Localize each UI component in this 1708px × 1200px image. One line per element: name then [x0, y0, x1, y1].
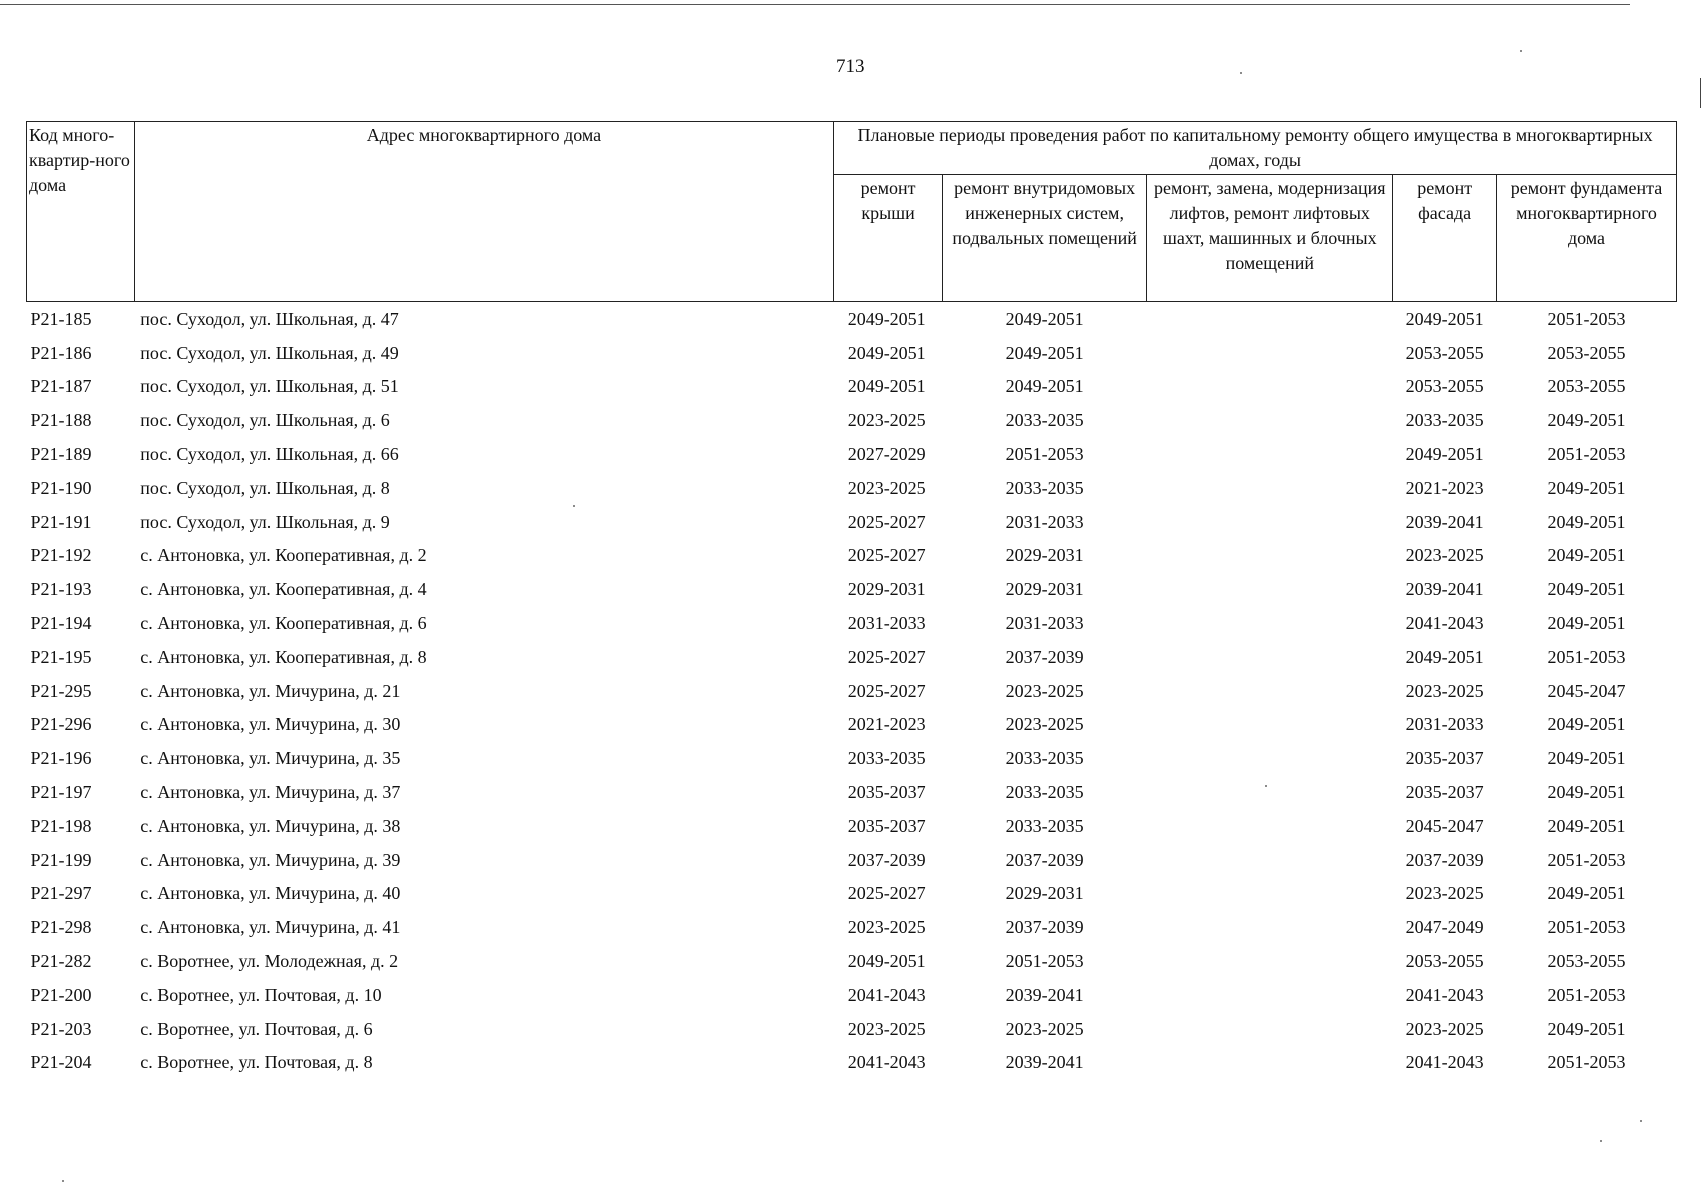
- cell-code: Р21-192: [30, 545, 92, 566]
- scan-speck: [1600, 1140, 1602, 1142]
- cell-address: с. Антоновка, ул. Мичурина, д. 35: [140, 748, 401, 769]
- scan-speck: [1265, 785, 1267, 787]
- cell-facade-period: 2033-2035: [1405, 410, 1484, 431]
- cell-address: с. Антоновка, ул. Кооперативная, д. 2: [140, 545, 427, 566]
- cell-roof-period: 2041-2043: [847, 1052, 926, 1073]
- cell-facade-period: 2035-2037: [1405, 748, 1484, 769]
- header-foundation: ремонт фундамента многоквартирного дома: [1496, 175, 1676, 302]
- header-address: Адрес многоквартирного дома: [134, 122, 833, 302]
- cell-address: с. Антоновка, ул. Мичурина, д. 41: [140, 917, 401, 938]
- cell-code: Р21-200: [30, 984, 92, 1005]
- scan-speck: [573, 505, 575, 507]
- table-row: [27, 539, 1677, 573]
- table-row: [27, 471, 1677, 505]
- cell-facade-period: 2053-2055: [1405, 342, 1484, 363]
- table-row: [27, 336, 1677, 370]
- cell-roof-period: 2025-2027: [847, 545, 926, 566]
- cell-foundation-period: 2051-2053: [1547, 1052, 1626, 1073]
- cell-lift-period: [1147, 775, 1393, 809]
- cell-lift-period: [1147, 877, 1393, 911]
- table-row: [27, 302, 1677, 336]
- top-border-line: [0, 4, 1630, 5]
- cell-facade-period: 2039-2041: [1405, 511, 1484, 532]
- cell-lift-period: [1147, 572, 1393, 606]
- cell-foundation-period: 2049-2051: [1547, 1018, 1626, 1039]
- scan-speck: [1640, 1120, 1642, 1122]
- cell-facade-period: 2023-2025: [1405, 1018, 1484, 1039]
- cell-facade-period: 2031-2033: [1405, 714, 1484, 735]
- cell-code: Р21-190: [30, 477, 92, 498]
- table-header: [27, 122, 1677, 302]
- cell-engineering-period: 2039-2041: [1005, 984, 1084, 1005]
- table-row: [27, 809, 1677, 843]
- cell-roof-period: 2025-2027: [847, 511, 926, 532]
- cell-facade-period: 2049-2051: [1405, 444, 1484, 465]
- cell-facade-period: 2037-2039: [1405, 849, 1484, 870]
- table-row: [27, 505, 1677, 539]
- cell-code: Р21-196: [30, 748, 92, 769]
- cell-foundation-period: 2051-2053: [1547, 308, 1626, 329]
- cell-lift-period: [1147, 437, 1393, 471]
- table-row: [27, 437, 1677, 471]
- cell-address: пос. Суходол, ул. Школьная, д. 47: [140, 308, 399, 329]
- cell-facade-period: 2053-2055: [1405, 951, 1484, 972]
- table-row: [27, 1046, 1677, 1080]
- cell-code: Р21-197: [30, 782, 92, 803]
- header-code: Код много-квартир-ного дома: [27, 122, 135, 302]
- cell-address: с. Антоновка, ул. Мичурина, д. 39: [140, 849, 401, 870]
- cell-code: Р21-204: [30, 1052, 92, 1073]
- table-row: [27, 877, 1677, 911]
- cell-roof-period: 2033-2035: [847, 748, 926, 769]
- repair-schedule-table-container: [26, 121, 1677, 1079]
- cell-code: Р21-199: [30, 849, 92, 870]
- cell-foundation-period: 2051-2053: [1547, 849, 1626, 870]
- cell-roof-period: 2027-2029: [847, 444, 926, 465]
- cell-foundation-period: 2049-2051: [1547, 748, 1626, 769]
- cell-foundation-period: 2049-2051: [1547, 815, 1626, 836]
- cell-address: пос. Суходол, ул. Школьная, д. 49: [140, 342, 399, 363]
- cell-engineering-period: 2029-2031: [1005, 579, 1084, 600]
- cell-lift-period: [1147, 640, 1393, 674]
- cell-code: Р21-194: [30, 613, 92, 634]
- cell-lift-period: [1147, 910, 1393, 944]
- cell-engineering-period: 2029-2031: [1005, 545, 1084, 566]
- cell-engineering-period: 2037-2039: [1005, 917, 1084, 938]
- cell-foundation-period: 2049-2051: [1547, 883, 1626, 904]
- scan-edge-mark: [1700, 78, 1701, 108]
- cell-engineering-period: 2049-2051: [1005, 308, 1084, 329]
- cell-facade-period: 2021-2023: [1405, 477, 1484, 498]
- cell-lift-period: [1147, 674, 1393, 708]
- cell-roof-period: 2041-2043: [847, 984, 926, 1005]
- table-row: [27, 741, 1677, 775]
- cell-engineering-period: 2037-2039: [1005, 849, 1084, 870]
- cell-foundation-period: 2049-2051: [1547, 410, 1626, 431]
- page-number: 713: [836, 56, 865, 77]
- cell-roof-period: 2049-2051: [847, 342, 926, 363]
- table-row: [27, 1012, 1677, 1046]
- cell-engineering-period: 2033-2035: [1005, 748, 1084, 769]
- cell-code: Р21-193: [30, 579, 92, 600]
- cell-foundation-period: 2051-2053: [1547, 984, 1626, 1005]
- table-row: [27, 978, 1677, 1012]
- cell-code: Р21-189: [30, 444, 92, 465]
- cell-foundation-period: 2049-2051: [1547, 613, 1626, 634]
- cell-code: Р21-187: [30, 376, 92, 397]
- cell-engineering-period: 2031-2033: [1005, 511, 1084, 532]
- cell-roof-period: 2023-2025: [847, 477, 926, 498]
- cell-lift-period: [1147, 708, 1393, 742]
- cell-code: Р21-185: [30, 308, 92, 329]
- cell-roof-period: 2049-2051: [847, 951, 926, 972]
- cell-address: пос. Суходол, ул. Школьная, д. 66: [140, 444, 399, 465]
- cell-foundation-period: 2049-2051: [1547, 545, 1626, 566]
- cell-engineering-period: 2033-2035: [1005, 410, 1084, 431]
- cell-roof-period: 2023-2025: [847, 1018, 926, 1039]
- cell-engineering-period: 2049-2051: [1005, 376, 1084, 397]
- cell-foundation-period: 2049-2051: [1547, 782, 1626, 803]
- cell-address: с. Антоновка, ул. Кооперативная, д. 6: [140, 613, 427, 634]
- scan-speck: [62, 1180, 64, 1182]
- cell-lift-period: [1147, 370, 1393, 404]
- cell-lift-period: [1147, 302, 1393, 336]
- cell-code: Р21-195: [30, 646, 92, 667]
- cell-foundation-period: 2053-2055: [1547, 376, 1626, 397]
- header-planned-periods: Плановые периоды проведения работ по капитальному ремонту общего имущества в многоквартирных домах, годы: [834, 122, 1677, 175]
- cell-engineering-period: 2029-2031: [1005, 883, 1084, 904]
- cell-address: пос. Суходол, ул. Школьная, д. 6: [140, 410, 390, 431]
- cell-roof-period: 2025-2027: [847, 883, 926, 904]
- cell-address: пос. Суходол, ул. Школьная, д. 9: [140, 511, 390, 532]
- table-row: [27, 403, 1677, 437]
- cell-address: с. Антоновка, ул. Кооперативная, д. 8: [140, 646, 427, 667]
- cell-engineering-period: 2031-2033: [1005, 613, 1084, 634]
- cell-facade-period: 2023-2025: [1405, 680, 1484, 701]
- header-roof: ремонт крыши: [834, 175, 943, 302]
- cell-address: с. Антоновка, ул. Мичурина, д. 21: [140, 680, 401, 701]
- cell-foundation-period: 2045-2047: [1547, 680, 1626, 701]
- cell-roof-period: 2025-2027: [847, 680, 926, 701]
- cell-engineering-period: 2051-2053: [1005, 444, 1084, 465]
- cell-code: Р21-298: [30, 917, 92, 938]
- cell-foundation-period: 2049-2051: [1547, 579, 1626, 600]
- cell-address: с. Воротнее, ул. Почтовая, д. 8: [140, 1052, 373, 1073]
- cell-facade-period: 2041-2043: [1405, 984, 1484, 1005]
- cell-address: с. Антоновка, ул. Мичурина, д. 37: [140, 782, 401, 803]
- table-row: [27, 370, 1677, 404]
- cell-facade-period: 2035-2037: [1405, 782, 1484, 803]
- cell-address: пос. Суходол, ул. Школьная, д. 51: [140, 376, 399, 397]
- cell-lift-period: [1147, 809, 1393, 843]
- cell-roof-period: 2035-2037: [847, 782, 926, 803]
- cell-code: Р21-297: [30, 883, 92, 904]
- cell-roof-period: 2029-2031: [847, 579, 926, 600]
- cell-address: с. Воротнее, ул. Почтовая, д. 10: [140, 984, 382, 1005]
- cell-facade-period: 2041-2043: [1405, 613, 1484, 634]
- cell-lift-period: [1147, 606, 1393, 640]
- cell-foundation-period: 2049-2051: [1547, 511, 1626, 532]
- cell-foundation-period: 2053-2055: [1547, 342, 1626, 363]
- cell-foundation-period: 2049-2051: [1547, 714, 1626, 735]
- cell-code: Р21-203: [30, 1018, 92, 1039]
- cell-facade-period: 2047-2049: [1405, 917, 1484, 938]
- cell-lift-period: [1147, 741, 1393, 775]
- cell-facade-period: 2039-2041: [1405, 579, 1484, 600]
- table-row: [27, 708, 1677, 742]
- cell-foundation-period: 2051-2053: [1547, 646, 1626, 667]
- cell-code: Р21-186: [30, 342, 92, 363]
- cell-address: пос. Суходол, ул. Школьная, д. 8: [140, 477, 390, 498]
- cell-engineering-period: 2033-2035: [1005, 782, 1084, 803]
- table-row: [27, 910, 1677, 944]
- cell-address: с. Антоновка, ул. Мичурина, д. 30: [140, 714, 401, 735]
- cell-code: Р21-191: [30, 511, 92, 532]
- cell-facade-period: 2023-2025: [1405, 545, 1484, 566]
- cell-facade-period: 2049-2051: [1405, 308, 1484, 329]
- scan-speck: [1520, 50, 1522, 52]
- cell-lift-period: [1147, 1046, 1393, 1080]
- cell-facade-period: 2023-2025: [1405, 883, 1484, 904]
- cell-address: с. Антоновка, ул. Мичурина, д. 38: [140, 815, 401, 836]
- cell-foundation-period: 2051-2053: [1547, 917, 1626, 938]
- cell-facade-period: 2049-2051: [1405, 646, 1484, 667]
- table-row: [27, 674, 1677, 708]
- cell-engineering-period: 2039-2041: [1005, 1052, 1084, 1073]
- cell-engineering-period: 2049-2051: [1005, 342, 1084, 363]
- cell-roof-period: 2031-2033: [847, 613, 926, 634]
- cell-lift-period: [1147, 978, 1393, 1012]
- cell-address: с. Антоновка, ул. Мичурина, д. 40: [140, 883, 401, 904]
- table-row: [27, 775, 1677, 809]
- header-lift: ремонт, замена, модернизация лифтов, ремонт лифтовых шахт, машинных и блочных помещений: [1147, 175, 1393, 302]
- table-body: [27, 302, 1677, 1080]
- cell-code: Р21-198: [30, 815, 92, 836]
- table-row: [27, 944, 1677, 978]
- cell-address: с. Антоновка, ул. Кооперативная, д. 4: [140, 579, 427, 600]
- scan-speck: [1240, 72, 1242, 74]
- cell-foundation-period: 2051-2053: [1547, 444, 1626, 465]
- cell-roof-period: 2049-2051: [847, 308, 926, 329]
- cell-roof-period: 2049-2051: [847, 376, 926, 397]
- cell-engineering-period: 2023-2025: [1005, 680, 1084, 701]
- cell-facade-period: 2053-2055: [1405, 376, 1484, 397]
- cell-engineering-period: 2037-2039: [1005, 646, 1084, 667]
- cell-code: Р21-188: [30, 410, 92, 431]
- repair-schedule-table: [26, 121, 1677, 1079]
- cell-address: с. Воротнее, ул. Молодежная, д. 2: [140, 951, 399, 972]
- cell-code: Р21-296: [30, 714, 92, 735]
- cell-address: с. Воротнее, ул. Почтовая, д. 6: [140, 1018, 373, 1039]
- cell-foundation-period: 2053-2055: [1547, 951, 1626, 972]
- cell-roof-period: 2023-2025: [847, 917, 926, 938]
- cell-roof-period: 2037-2039: [847, 849, 926, 870]
- cell-code: Р21-282: [30, 951, 92, 972]
- cell-lift-period: [1147, 1012, 1393, 1046]
- cell-engineering-period: 2033-2035: [1005, 477, 1084, 498]
- cell-facade-period: 2041-2043: [1405, 1052, 1484, 1073]
- cell-lift-period: [1147, 505, 1393, 539]
- table-row: [27, 572, 1677, 606]
- header-engineering: ремонт внутридомовых инженерных систем, подвальных помещений: [942, 175, 1146, 302]
- cell-engineering-period: 2033-2035: [1005, 815, 1084, 836]
- cell-engineering-period: 2023-2025: [1005, 714, 1084, 735]
- cell-facade-period: 2045-2047: [1405, 815, 1484, 836]
- cell-roof-period: 2035-2037: [847, 815, 926, 836]
- header-facade: ремонт фасада: [1393, 175, 1497, 302]
- cell-roof-period: 2023-2025: [847, 410, 926, 431]
- cell-roof-period: 2025-2027: [847, 646, 926, 667]
- table-row: [27, 640, 1677, 674]
- cell-engineering-period: 2051-2053: [1005, 951, 1084, 972]
- cell-lift-period: [1147, 843, 1393, 877]
- cell-lift-period: [1147, 403, 1393, 437]
- table-row: [27, 843, 1677, 877]
- cell-lift-period: [1147, 539, 1393, 573]
- cell-engineering-period: 2023-2025: [1005, 1018, 1084, 1039]
- table-row: [27, 606, 1677, 640]
- cell-lift-period: [1147, 944, 1393, 978]
- cell-code: Р21-295: [30, 680, 92, 701]
- cell-foundation-period: 2049-2051: [1547, 477, 1626, 498]
- cell-roof-period: 2021-2023: [847, 714, 926, 735]
- cell-lift-period: [1147, 336, 1393, 370]
- cell-lift-period: [1147, 471, 1393, 505]
